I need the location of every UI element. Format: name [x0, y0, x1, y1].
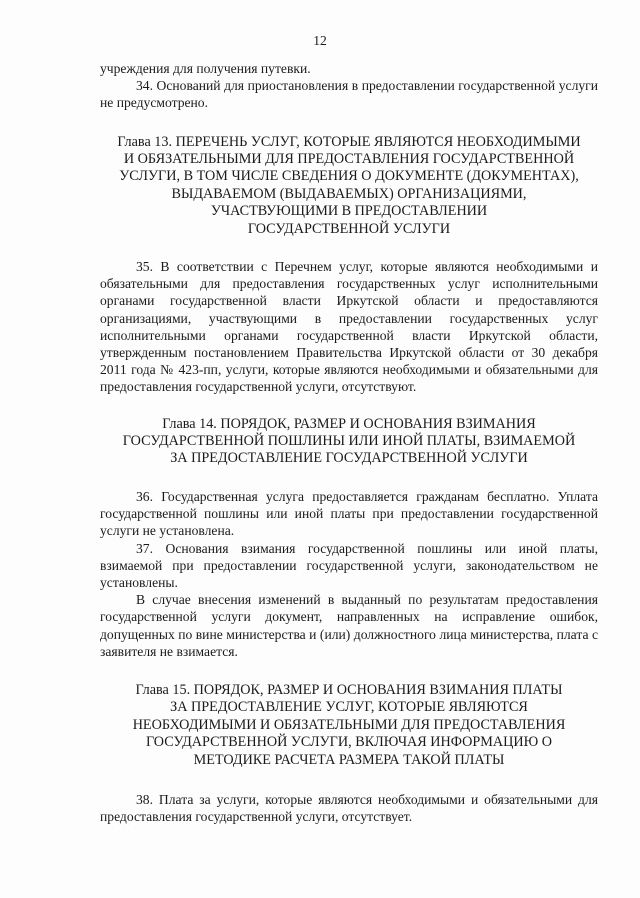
- paragraph-38: 38. Плата за услуги, которые являются необходимыми и обязательными для предоставления государственной услуги, отсутствует.: [100, 791, 598, 825]
- chapter-13-line: ВЫДАВАЕМОМ (ВЫДАВАЕМЫХ) ОРГАНИЗАЦИЯМИ,: [171, 185, 527, 202]
- chapter-13-line: И ОБЯЗАТЕЛЬНЫМИ ДЛЯ ПРЕДОСТАВЛЕНИЯ ГОСУДАРСТВЕННОЙ: [123, 151, 575, 168]
- carry-over-line: учреждения для получения путевки.: [100, 61, 311, 76]
- scan-artifact: · · · · ·: [100, 826, 152, 832]
- chapter-13-heading: [100, 134, 598, 238]
- chapter-14-heading: [100, 416, 598, 468]
- chapter-15-line: МЕТОДИКЕ РАСЧЕТА РАЗМЕРА ТАКОЙ ПЛАТЫ: [193, 751, 505, 768]
- page-number: 12: [313, 33, 327, 48]
- chapter-15-line: ЗА ПРЕДОСТАВЛЕНИЕ УСЛУГ, КОТОРЫЕ ЯВЛЯЮТСЯ: [170, 699, 528, 716]
- paragraph-37: 37. Основания взимания государственной пошлины или иной платы, взимаемой при предоставлении государственной услуги, законодательством не установлены.: [100, 540, 598, 590]
- chapter-14-line: ЗА ПРЕДОСТАВЛЕНИЕ ГОСУДАРСТВЕННОЙ УСЛУГИ: [170, 450, 528, 467]
- chapter-15-line: НЕОБХОДИМЫМИ И ОБЯЗАТЕЛЬНЫМИ ДЛЯ ПРЕДОСТАВЛЕНИЯ: [132, 716, 566, 733]
- paragraph-34: 34. Оснований для приостановления в предоставлении государственной услуги не предусмотрено.: [100, 78, 598, 111]
- document-body: [100, 60, 598, 825]
- chapter-13-line: УЧАСТВУЮЩИМИ В ПРЕДОСТАВЛЕНИИ: [210, 203, 488, 220]
- chapter-15-heading: [100, 682, 598, 769]
- chapter-13-line: ГОСУДАРСТВЕННОЙ УСЛУГИ: [247, 220, 451, 237]
- paragraph-36: 36. Государственная услуга предоставляется гражданам бесплатно. Уплата государственной пошлины или иной платы при предоставлении государственной услуги не установлена.: [100, 488, 598, 539]
- chapter-14-line: Глава 14. ПОРЯДОК, РАЗМЕР И ОСНОВАНИЯ ВЗИМАНИЯ: [162, 415, 536, 432]
- chapter-14-line: ГОСУДАРСТВЕННОЙ ПОШЛИНЫ ИЛИ ИНОЙ ПЛАТЫ, ВЗИМАЕМОЙ: [122, 433, 576, 450]
- chapter-15-line: ГОСУДАРСТВЕННОЙ УСЛУГИ, ВКЛЮЧАЯ ИНФОРМАЦИЮ О: [145, 734, 553, 751]
- paragraph-35: 35. В соответствии с Перечнем услуг, которые являются необходимыми и обязательными для предоставления государственных услуг исполнительными органами государственной власти Иркутской области и предоставляются организациями, участвующими в предоставлении государственных услуг исполнительными органами государственной власти Иркутской области, утвержденным постановлением Правительства Иркутской области от 30 декабря 2011 года № 423-пп, услуги, которые являются необходимыми и обязательными для предоставления государственной услуги, отсутствуют.: [100, 259, 598, 395]
- chapter-13-line: Глава 13. ПЕРЕЧЕНЬ УСЛУГ, КОТОРЫЕ ЯВЛЯЮТСЯ НЕОБХОДИМЫМИ: [117, 133, 581, 150]
- chapter-15-line: Глава 15. ПОРЯДОК, РАЗМЕР И ОСНОВАНИЯ ВЗИМАНИЯ ПЛАТЫ: [135, 681, 563, 698]
- chapter-13-line: УСЛУГИ, В ТОМ ЧИСЛЕ СВЕДЕНИЯ О ДОКУМЕНТЕ (ДОКУМЕНТАХ),: [119, 168, 579, 185]
- paragraph-errors: В случае внесения изменений в выданный по результатам предоставления государственной услуги документ, направленных на исправление ошибок, допущенных по вине министерства и (или) должностного лица министерства, плата с заявителя не взимается.: [100, 592, 598, 659]
